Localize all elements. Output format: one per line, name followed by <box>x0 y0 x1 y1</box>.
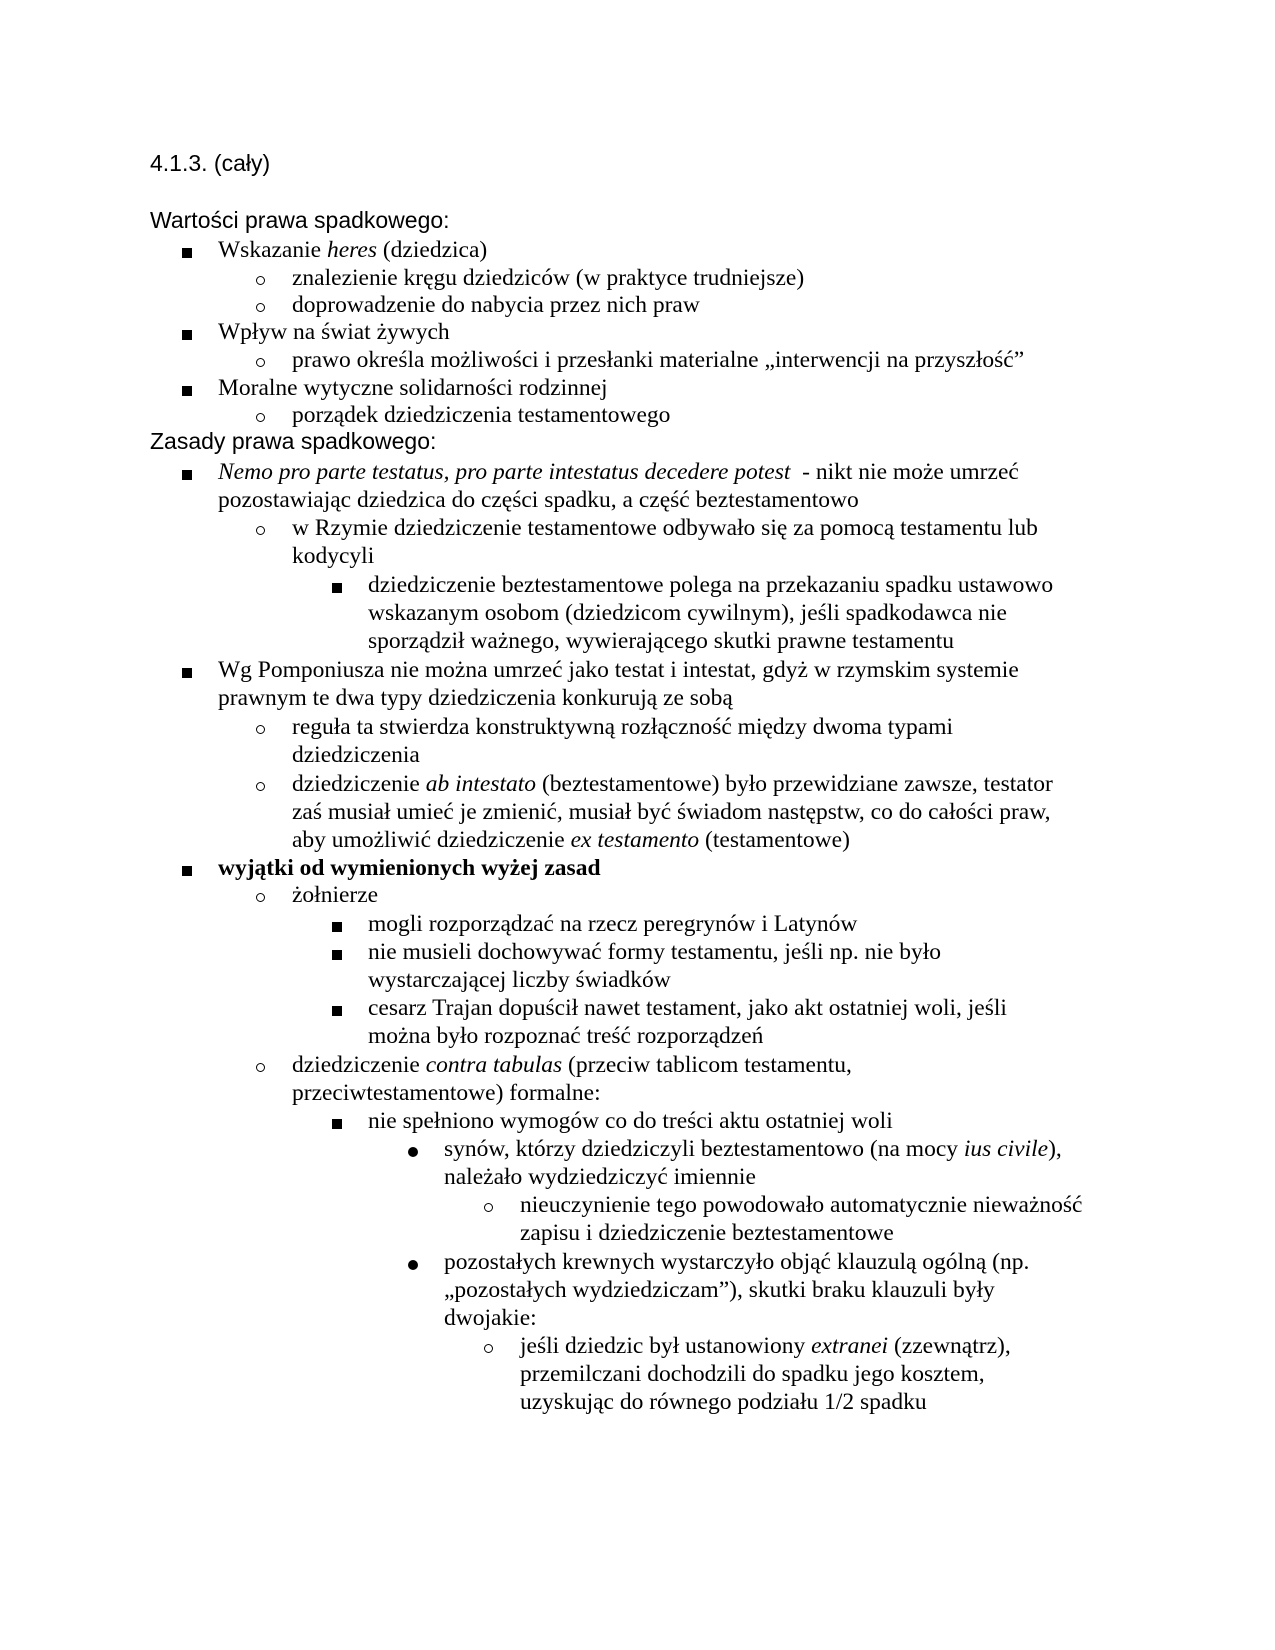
list-item-continuation: wystarczającej liczby świadków <box>368 967 671 993</box>
square-bullet-icon <box>182 330 192 340</box>
list-item: nieuczynienie tego powodowało automatycznie nieważność <box>520 1192 1083 1218</box>
list-item: nie spełniono wymogów co do treści aktu ostatniej woli <box>368 1108 893 1134</box>
list-item: dziedziczenie beztestamentowe polega na przekazaniu spadku ustawowo <box>368 572 1054 598</box>
list-item-continuation: zaś musiał umieć je zmienić, musiał być świadom następstw, co do całości praw, <box>292 799 1051 825</box>
list-item: mogli rozporządzać na rzecz peregrynów i Latynów <box>368 911 858 937</box>
square-bullet-icon <box>182 470 192 480</box>
square-bullet-icon <box>182 668 192 678</box>
list-item-continuation: przemilczani dochodzili do spadku jego kosztem, <box>520 1361 985 1387</box>
list-item: w Rzymie dziedziczenie testamentowe odbywało się za pomocą testamentu lub <box>292 515 1038 541</box>
square-bullet-icon <box>332 950 342 960</box>
list-item: Wpływ na świat żywych <box>218 319 450 345</box>
square-bullet-icon <box>332 583 342 593</box>
list-item-continuation: dwojakie: <box>444 1305 537 1331</box>
square-bullet-icon <box>332 1006 342 1016</box>
list-item-continuation: należało wydziedziczyć imiennie <box>444 1164 756 1190</box>
list-item-continuation: można było rozpoznać treść rozporządzeń <box>368 1023 764 1049</box>
principles-heading: Zasady prawa spadkowego: <box>150 428 437 454</box>
circle-bullet-icon <box>256 893 265 902</box>
circle-bullet-icon <box>256 526 265 535</box>
list-item: pozostałych krewnych wystarczyło objąć klauzulą ogólną (np. <box>444 1249 1030 1275</box>
section-title: 4.1.3. (cały) <box>150 150 271 176</box>
dot-bullet-icon <box>408 1260 418 1270</box>
list-item: Wskazanie heres (dziedzica) <box>218 237 488 263</box>
list-item: dziedziczenie ab intestato (beztestamentowe) było przewidziane zawsze, testator <box>292 771 1053 797</box>
list-item-continuation: sporządził ważnego, wywierającego skutki prawne testamentu <box>368 628 954 654</box>
list-item-continuation: prawnym te dwa typy dziedziczenia konkurują ze sobą <box>218 685 733 711</box>
list-item: żołnierze <box>292 882 379 908</box>
list-item: dziedziczenie contra tabulas (przeciw tablicom testamentu, <box>292 1052 852 1078</box>
list-item-continuation: „pozostałych wydziedziczam”), skutki braku klauzuli były <box>444 1277 995 1303</box>
square-bullet-icon <box>182 386 192 396</box>
list-item-continuation: uzyskując do równego podziału 1/2 spadku <box>520 1389 927 1415</box>
circle-bullet-icon <box>256 782 265 791</box>
list-item: doprowadzenie do nabycia przez nich praw <box>292 292 700 318</box>
list-item: jeśli dziedzic był ustanowiony extranei (zzewnątrz), <box>520 1333 1011 1359</box>
list-item: Nemo pro parte testatus, pro parte intestatus decedere potest - nikt nie może umrzeć <box>218 459 1019 485</box>
circle-bullet-icon <box>256 303 265 312</box>
circle-bullet-icon <box>256 358 265 367</box>
list-item: wyjątki od wymienionych wyżej zasad <box>218 855 601 881</box>
circle-bullet-icon <box>256 413 265 422</box>
list-item-continuation: pozostawiając dziedzica do części spadku, a część beztestamentowo <box>218 487 859 513</box>
list-item: prawo określa możliwości i przesłanki materialne „interwencji na przyszłość” <box>292 347 1025 373</box>
square-bullet-icon <box>182 866 192 876</box>
dot-bullet-icon <box>408 1147 418 1157</box>
list-item: reguła ta stwierdza konstruktywną rozłączność między dwoma typami <box>292 714 954 740</box>
list-item-continuation: zapisu i dziedziczenie beztestamentowe <box>520 1220 894 1246</box>
list-item-continuation: przeciwtestamentowe) formalne: <box>292 1080 601 1106</box>
list-item-continuation: dziedziczenia <box>292 742 420 768</box>
circle-bullet-icon <box>256 725 265 734</box>
list-item-continuation: wskazanym osobom (dziedzicom cywilnym), jeśli spadkodawca nie <box>368 600 1007 626</box>
circle-bullet-icon <box>484 1344 493 1353</box>
list-item: cesarz Trajan dopuścił nawet testament, jako akt ostatniej woli, jeśli <box>368 995 1007 1021</box>
square-bullet-icon <box>182 248 192 258</box>
circle-bullet-icon <box>484 1203 493 1212</box>
list-item: Moralne wytyczne solidarności rodzinnej <box>218 375 608 401</box>
list-item-continuation: kodycyli <box>292 543 375 569</box>
list-item: nie musieli dochowywać formy testamentu, jeśli np. nie było <box>368 939 942 965</box>
values-heading: Wartości prawa spadkowego: <box>150 207 450 233</box>
list-item-continuation: aby umożliwić dziedziczenie ex testamento (testamentowe) <box>292 827 850 853</box>
square-bullet-icon <box>332 922 342 932</box>
circle-bullet-icon <box>256 276 265 285</box>
list-item: znalezienie kręgu dziedziców (w praktyce trudniejsze) <box>292 265 805 291</box>
list-item: porządek dziedziczenia testamentowego <box>292 402 671 428</box>
list-item: Wg Pomponiusza nie można umrzeć jako testat i intestat, gdyż w rzymskim systemie <box>218 657 1019 683</box>
list-item: synów, którzy dziedziczyli beztestamentowo (na mocy ius civile), <box>444 1136 1062 1162</box>
square-bullet-icon <box>332 1119 342 1129</box>
circle-bullet-icon <box>256 1063 265 1072</box>
